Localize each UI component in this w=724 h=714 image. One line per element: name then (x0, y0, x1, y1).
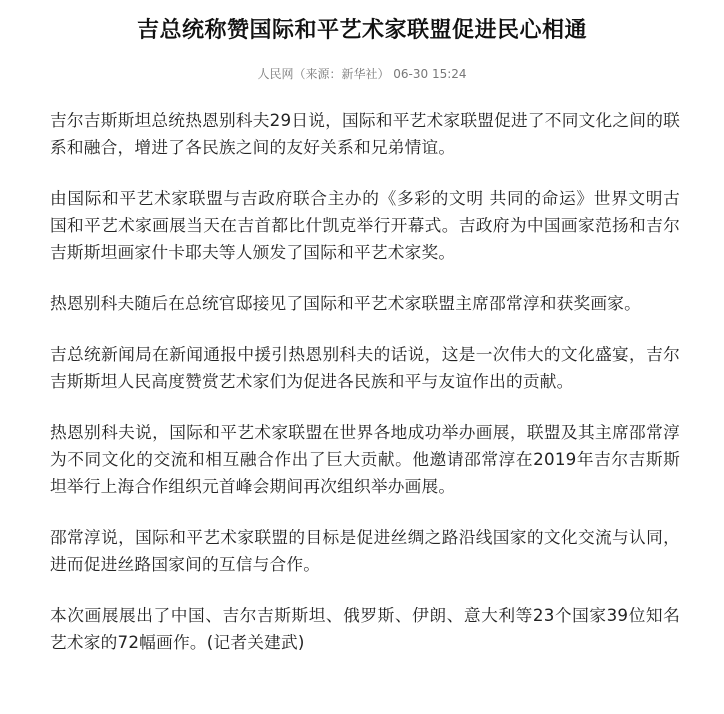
article-meta (0, 66, 724, 82)
paragraph: 邵常淳说，国际和平艺术家联盟的目标是促进丝绸之路沿线国家的文化交流与认同，进而促进丝路国家间的互信与合作。 (50, 527, 680, 574)
article-datetime: 06-30 15:24 (393, 67, 467, 81)
paragraph: 吉尔吉斯斯坦总统热恩别科夫29日说，国际和平艺术家联盟促进了不同文化之间的联系和融合，增进了各民族之间的友好关系和兄弟情谊。 (50, 110, 680, 157)
paragraph: 本次画展展出了中国、吉尔吉斯斯坦、俄罗斯、伊朗、意大利等23个国家39位知名艺术家的72幅画作。(记者关建武) (50, 605, 680, 652)
article-title: 吉总统称赞国际和平艺术家联盟促进民心相通 (136, 18, 587, 43)
paragraph: 由国际和平艺术家联盟与吉政府联合主办的《多彩的文明 共同的命运》世界文明古国和平艺术家画展当天在吉首都比什凯克举行开幕式。吉政府为中国画家范扬和吉尔吉斯斯坦画家什卡耶夫等人颁发了国际和平艺术家奖。 (50, 188, 680, 262)
paragraph: 热恩别科夫说，国际和平艺术家联盟在世界各地成功举办画展，联盟及其主席邵常淳为不同文化的交流和相互融合作出了巨大贡献。他邀请邵常淳在2019年吉尔吉斯斯坦举行上海合作组织元首峰会期间再次组织举办画展。 (50, 422, 680, 496)
article-source: 人民网（来源：新华社） (257, 67, 390, 81)
paragraph: 吉总统新闻局在新闻通报中援引热恩别科夫的话说，这是一次伟大的文化盛宴，吉尔吉斯斯坦人民高度赞赏艺术家们为促进各民族和平与友谊作出的贡献。 (50, 344, 680, 391)
article-body (0, 107, 724, 656)
paragraph: 热恩别科夫随后在总统官邸接见了国际和平艺术家联盟主席邵常淳和获奖画家。 (50, 293, 642, 313)
